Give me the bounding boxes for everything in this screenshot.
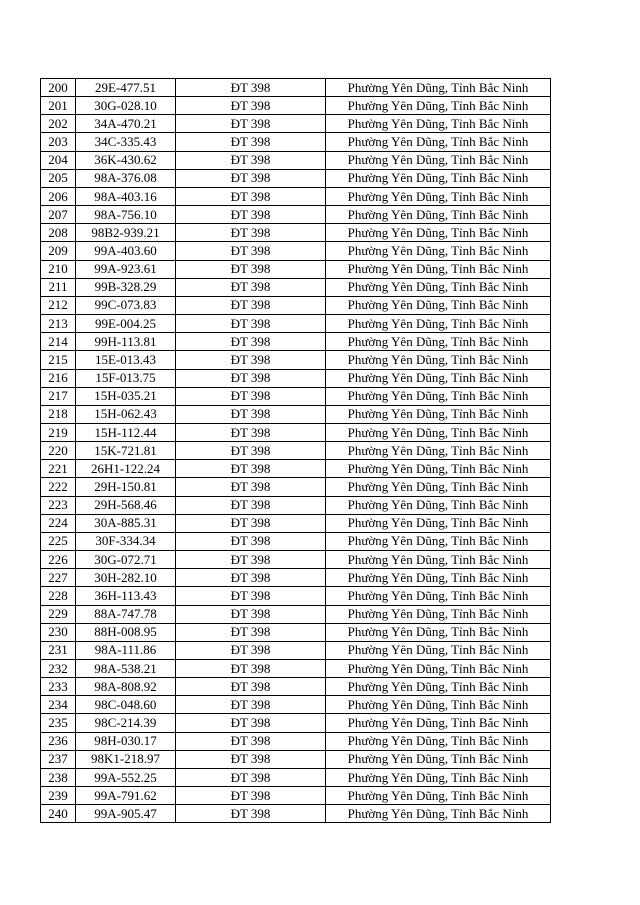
- plate-number-cell: 15F-013.75: [76, 369, 176, 387]
- table-row: [41, 97, 551, 115]
- table-row: [41, 260, 551, 278]
- table-row: [41, 787, 551, 805]
- table-row: [41, 242, 551, 260]
- location-cell: Phường Yên Dũng, Tỉnh Bắc Ninh: [326, 478, 551, 496]
- row-number-cell: 239: [41, 787, 76, 805]
- road-cell: ĐT 398: [176, 551, 326, 569]
- row-number-cell: 212: [41, 296, 76, 314]
- road-cell: ĐT 398: [176, 151, 326, 169]
- road-cell: ĐT 398: [176, 768, 326, 786]
- location-cell: Phường Yên Dũng, Tỉnh Bắc Ninh: [326, 805, 551, 823]
- row-number-cell: 226: [41, 551, 76, 569]
- location-cell: Phường Yên Dũng, Tỉnh Bắc Ninh: [326, 750, 551, 768]
- row-number-cell: 204: [41, 151, 76, 169]
- plate-number-cell: 15K-721.81: [76, 442, 176, 460]
- vehicle-table: [40, 78, 551, 823]
- plate-number-cell: 98A-538.21: [76, 660, 176, 678]
- road-cell: ĐT 398: [176, 623, 326, 641]
- table-row: [41, 678, 551, 696]
- plate-number-cell: 99C-073.83: [76, 296, 176, 314]
- plate-number-cell: 98C-048.60: [76, 696, 176, 714]
- table-row: [41, 569, 551, 587]
- plate-number-cell: 30A-885.31: [76, 514, 176, 532]
- row-number-cell: 221: [41, 460, 76, 478]
- road-cell: ĐT 398: [176, 478, 326, 496]
- plate-number-cell: 98A-808.92: [76, 678, 176, 696]
- row-number-cell: 224: [41, 514, 76, 532]
- row-number-cell: 233: [41, 678, 76, 696]
- plate-number-cell: 98A-111.86: [76, 641, 176, 659]
- road-cell: ĐT 398: [176, 79, 326, 97]
- table-row: [41, 369, 551, 387]
- table-row: [41, 732, 551, 750]
- row-number-cell: 211: [41, 278, 76, 296]
- road-cell: ĐT 398: [176, 605, 326, 623]
- table-row: [41, 351, 551, 369]
- location-cell: Phường Yên Dũng, Tỉnh Bắc Ninh: [326, 641, 551, 659]
- table-row: [41, 750, 551, 768]
- row-number-cell: 216: [41, 369, 76, 387]
- row-number-cell: 210: [41, 260, 76, 278]
- plate-number-cell: 29E-477.51: [76, 79, 176, 97]
- row-number-cell: 235: [41, 714, 76, 732]
- road-cell: ĐT 398: [176, 496, 326, 514]
- row-number-cell: 205: [41, 169, 76, 187]
- plate-number-cell: 88A-747.78: [76, 605, 176, 623]
- road-cell: ĐT 398: [176, 805, 326, 823]
- plate-number-cell: 98H-030.17: [76, 732, 176, 750]
- table-row: [41, 660, 551, 678]
- plate-number-cell: 30F-334.34: [76, 532, 176, 550]
- road-cell: ĐT 398: [176, 678, 326, 696]
- table-row: [41, 587, 551, 605]
- row-number-cell: 227: [41, 569, 76, 587]
- table-row: [41, 514, 551, 532]
- table-row: [41, 478, 551, 496]
- location-cell: Phường Yên Dũng, Tỉnh Bắc Ninh: [326, 169, 551, 187]
- road-cell: ĐT 398: [176, 714, 326, 732]
- table-row: [41, 805, 551, 823]
- plate-number-cell: 88H-008.95: [76, 623, 176, 641]
- row-number-cell: 237: [41, 750, 76, 768]
- road-cell: ĐT 398: [176, 97, 326, 115]
- road-cell: ĐT 398: [176, 696, 326, 714]
- road-cell: ĐT 398: [176, 206, 326, 224]
- table-row: [41, 532, 551, 550]
- road-cell: ĐT 398: [176, 115, 326, 133]
- location-cell: Phường Yên Dũng, Tỉnh Bắc Ninh: [326, 79, 551, 97]
- table-row: [41, 333, 551, 351]
- table-row: [41, 460, 551, 478]
- location-cell: Phường Yên Dũng, Tỉnh Bắc Ninh: [326, 97, 551, 115]
- road-cell: ĐT 398: [176, 351, 326, 369]
- location-cell: Phường Yên Dũng, Tỉnh Bắc Ninh: [326, 351, 551, 369]
- road-cell: ĐT 398: [176, 532, 326, 550]
- table-row: [41, 714, 551, 732]
- table-row: [41, 496, 551, 514]
- row-number-cell: 215: [41, 351, 76, 369]
- plate-number-cell: 99A-923.61: [76, 260, 176, 278]
- table-row: [41, 423, 551, 441]
- plate-number-cell: 29H-150.81: [76, 478, 176, 496]
- road-cell: ĐT 398: [176, 732, 326, 750]
- table-row: [41, 224, 551, 242]
- row-number-cell: 231: [41, 641, 76, 659]
- location-cell: Phường Yên Dũng, Tỉnh Bắc Ninh: [326, 569, 551, 587]
- road-cell: ĐT 398: [176, 514, 326, 532]
- table-row: [41, 551, 551, 569]
- location-cell: Phường Yên Dũng, Tỉnh Bắc Ninh: [326, 224, 551, 242]
- plate-number-cell: 99H-113.81: [76, 333, 176, 351]
- table-row: [41, 623, 551, 641]
- plate-number-cell: 98C-214.39: [76, 714, 176, 732]
- row-number-cell: 240: [41, 805, 76, 823]
- table-row: [41, 442, 551, 460]
- plate-number-cell: 99A-905.47: [76, 805, 176, 823]
- location-cell: Phường Yên Dũng, Tỉnh Bắc Ninh: [326, 587, 551, 605]
- table-row: [41, 206, 551, 224]
- row-number-cell: 225: [41, 532, 76, 550]
- road-cell: ĐT 398: [176, 569, 326, 587]
- table-row: [41, 115, 551, 133]
- location-cell: Phường Yên Dũng, Tỉnh Bắc Ninh: [326, 242, 551, 260]
- location-cell: Phường Yên Dũng, Tỉnh Bắc Ninh: [326, 187, 551, 205]
- location-cell: Phường Yên Dũng, Tỉnh Bắc Ninh: [326, 333, 551, 351]
- road-cell: ĐT 398: [176, 315, 326, 333]
- table-row: [41, 387, 551, 405]
- plate-number-cell: 99B-328.29: [76, 278, 176, 296]
- plate-number-cell: 15E-013.43: [76, 351, 176, 369]
- location-cell: Phường Yên Dũng, Tỉnh Bắc Ninh: [326, 151, 551, 169]
- row-number-cell: 206: [41, 187, 76, 205]
- row-number-cell: 230: [41, 623, 76, 641]
- table-row: [41, 296, 551, 314]
- plate-number-cell: 36K-430.62: [76, 151, 176, 169]
- road-cell: ĐT 398: [176, 460, 326, 478]
- location-cell: Phường Yên Dũng, Tỉnh Bắc Ninh: [326, 206, 551, 224]
- row-number-cell: 208: [41, 224, 76, 242]
- location-cell: Phường Yên Dũng, Tỉnh Bắc Ninh: [326, 315, 551, 333]
- location-cell: Phường Yên Dũng, Tỉnh Bắc Ninh: [326, 442, 551, 460]
- location-cell: Phường Yên Dũng, Tỉnh Bắc Ninh: [326, 133, 551, 151]
- road-cell: ĐT 398: [176, 296, 326, 314]
- row-number-cell: 220: [41, 442, 76, 460]
- road-cell: ĐT 398: [176, 405, 326, 423]
- location-cell: Phường Yên Dũng, Tỉnh Bắc Ninh: [326, 115, 551, 133]
- table-row: [41, 187, 551, 205]
- location-cell: Phường Yên Dũng, Tỉnh Bắc Ninh: [326, 460, 551, 478]
- road-cell: ĐT 398: [176, 641, 326, 659]
- location-cell: Phường Yên Dũng, Tỉnh Bắc Ninh: [326, 423, 551, 441]
- plate-number-cell: 98A-756.10: [76, 206, 176, 224]
- plate-number-cell: 26H1-122.24: [76, 460, 176, 478]
- location-cell: Phường Yên Dũng, Tỉnh Bắc Ninh: [326, 787, 551, 805]
- row-number-cell: 214: [41, 333, 76, 351]
- row-number-cell: 228: [41, 587, 76, 605]
- location-cell: Phường Yên Dũng, Tỉnh Bắc Ninh: [326, 623, 551, 641]
- row-number-cell: 203: [41, 133, 76, 151]
- table-row: [41, 605, 551, 623]
- table-row: [41, 133, 551, 151]
- row-number-cell: 234: [41, 696, 76, 714]
- table-row: [41, 315, 551, 333]
- road-cell: ĐT 398: [176, 787, 326, 805]
- table-row: [41, 405, 551, 423]
- road-cell: ĐT 398: [176, 333, 326, 351]
- road-cell: ĐT 398: [176, 224, 326, 242]
- plate-number-cell: 36H-113.43: [76, 587, 176, 605]
- table-row: [41, 169, 551, 187]
- plate-number-cell: 99A-552.25: [76, 768, 176, 786]
- table-row: [41, 696, 551, 714]
- plate-number-cell: 98A-403.16: [76, 187, 176, 205]
- location-cell: Phường Yên Dũng, Tỉnh Bắc Ninh: [326, 496, 551, 514]
- table-row: [41, 151, 551, 169]
- row-number-cell: 219: [41, 423, 76, 441]
- plate-number-cell: 34A-470.21: [76, 115, 176, 133]
- row-number-cell: 229: [41, 605, 76, 623]
- plate-number-cell: 29H-568.46: [76, 496, 176, 514]
- plate-number-cell: 99A-791.62: [76, 787, 176, 805]
- location-cell: Phường Yên Dũng, Tỉnh Bắc Ninh: [326, 260, 551, 278]
- location-cell: Phường Yên Dũng, Tỉnh Bắc Ninh: [326, 696, 551, 714]
- road-cell: ĐT 398: [176, 587, 326, 605]
- location-cell: Phường Yên Dũng, Tỉnh Bắc Ninh: [326, 405, 551, 423]
- location-cell: Phường Yên Dũng, Tỉnh Bắc Ninh: [326, 296, 551, 314]
- location-cell: Phường Yên Dũng, Tỉnh Bắc Ninh: [326, 678, 551, 696]
- location-cell: Phường Yên Dũng, Tỉnh Bắc Ninh: [326, 551, 551, 569]
- plate-number-cell: 98K1-218.97: [76, 750, 176, 768]
- table-row: [41, 768, 551, 786]
- plate-number-cell: 15H-112.44: [76, 423, 176, 441]
- plate-number-cell: 30H-282.10: [76, 569, 176, 587]
- road-cell: ĐT 398: [176, 442, 326, 460]
- row-number-cell: 217: [41, 387, 76, 405]
- location-cell: Phường Yên Dũng, Tỉnh Bắc Ninh: [326, 605, 551, 623]
- road-cell: ĐT 398: [176, 660, 326, 678]
- row-number-cell: 218: [41, 405, 76, 423]
- road-cell: ĐT 398: [176, 133, 326, 151]
- plate-number-cell: 34C-335.43: [76, 133, 176, 151]
- plate-number-cell: 98A-376.08: [76, 169, 176, 187]
- row-number-cell: 207: [41, 206, 76, 224]
- row-number-cell: 238: [41, 768, 76, 786]
- table-row: [41, 278, 551, 296]
- road-cell: ĐT 398: [176, 260, 326, 278]
- location-cell: Phường Yên Dũng, Tỉnh Bắc Ninh: [326, 278, 551, 296]
- row-number-cell: 222: [41, 478, 76, 496]
- row-number-cell: 213: [41, 315, 76, 333]
- location-cell: Phường Yên Dũng, Tỉnh Bắc Ninh: [326, 369, 551, 387]
- plate-number-cell: 30G-028.10: [76, 97, 176, 115]
- row-number-cell: 236: [41, 732, 76, 750]
- road-cell: ĐT 398: [176, 369, 326, 387]
- road-cell: ĐT 398: [176, 187, 326, 205]
- vehicle-table-body: [41, 79, 551, 823]
- road-cell: ĐT 398: [176, 278, 326, 296]
- location-cell: Phường Yên Dũng, Tỉnh Bắc Ninh: [326, 732, 551, 750]
- row-number-cell: 202: [41, 115, 76, 133]
- plate-number-cell: 99E-004.25: [76, 315, 176, 333]
- row-number-cell: 209: [41, 242, 76, 260]
- location-cell: Phường Yên Dũng, Tỉnh Bắc Ninh: [326, 768, 551, 786]
- row-number-cell: 223: [41, 496, 76, 514]
- plate-number-cell: 15H-035.21: [76, 387, 176, 405]
- row-number-cell: 200: [41, 79, 76, 97]
- plate-number-cell: 98B2-939.21: [76, 224, 176, 242]
- road-cell: ĐT 398: [176, 750, 326, 768]
- plate-number-cell: 15H-062.43: [76, 405, 176, 423]
- road-cell: ĐT 398: [176, 387, 326, 405]
- location-cell: Phường Yên Dũng, Tỉnh Bắc Ninh: [326, 714, 551, 732]
- row-number-cell: 232: [41, 660, 76, 678]
- location-cell: Phường Yên Dũng, Tỉnh Bắc Ninh: [326, 532, 551, 550]
- table-row: [41, 641, 551, 659]
- plate-number-cell: 99A-403.60: [76, 242, 176, 260]
- location-cell: Phường Yên Dũng, Tỉnh Bắc Ninh: [326, 660, 551, 678]
- plate-number-cell: 30G-072.71: [76, 551, 176, 569]
- location-cell: Phường Yên Dũng, Tỉnh Bắc Ninh: [326, 387, 551, 405]
- row-number-cell: 201: [41, 97, 76, 115]
- road-cell: ĐT 398: [176, 423, 326, 441]
- road-cell: ĐT 398: [176, 242, 326, 260]
- location-cell: Phường Yên Dũng, Tỉnh Bắc Ninh: [326, 514, 551, 532]
- road-cell: ĐT 398: [176, 169, 326, 187]
- table-row: [41, 79, 551, 97]
